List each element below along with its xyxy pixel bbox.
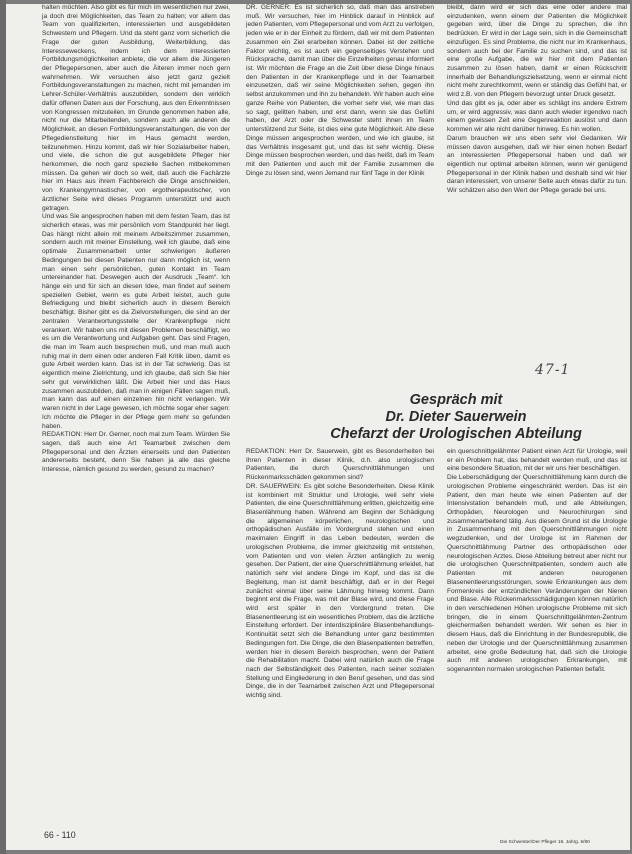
heading-line-3: Chefarzt der Urologischen Abteilung <box>330 426 582 442</box>
journal-footer: Die Schwester/Der Pfleger 19. Jahrg. 6/80 <box>500 840 590 845</box>
heading-line-2: Dr. Dieter Sauerwein <box>385 409 527 425</box>
text-column-5: ein querschnittgelähmter Patient einen Arzt für Urologie, weil er ein Problem hat, das behandelt werden muß, und das ist eine besondere Situation, mit der wir uns hier beschäftigen. Die Leberschädigung der Querschnittlähmung kann durch die urologischen Probleme eingeschränkt werden. Das ist ein Patient, den man heute wie einen Patienten auf der Intensivstation behandeln muß, und alle Abteilungen, Orthopäden, Neurologen und Neurochirurgen sind zusammenarbeitend tätig. Aus diesem Grund ist die Urologie in Zusammenhang mit den Querschnittlähmungen nicht wegzudenken, und der Urologe ist im Rahmen der Querschnittlähmung Partner des orthopädischen oder neurologischen Arztes. Diese Abteilung betreut aber nicht nur die urologischen Querschnittpatienten, sondern auch alle Patienten mit anderen neurogenen Blasenentleerungsstörungen, sowie Erkrankungen aus dem Formenkreis der entzündlichen Veränderungen der Nieren und Blase. Alle Rückenmarksschädigungen können natürlich in den verschiedenen Höhen urologische Probleme mit sich bringen, die in einem Querschnittgelähmten-Zentrum gleichermaßen behandelt werden. Wir sehen es hier in diesem Haus, daß die Einrichtung in der Bundesrepublik, die neben der Urologie und der Querschnittlähmung zusammen arbeitet, eine große Bedeutung hat, daß sich die Urologie auch mit anderen urologischen Erkrankungen, mit sogenannten normalen urologischen Patienten befaßt. <box>447 448 627 673</box>
text-column-4: REDAKTION: Herr Dr. Sauerwein, gibt es Besonderheiten bei Ihren Patienten in dieser Klinik, d.h. also urologischen Patienten, die durch Querschnittlähmungen und Rückenmarksschäden gekommen sind? DR. SAUERWEIN: Es gibt solche Besonderheiten. Diese Klinik ist kombiniert mit Struktur und Urologie, weil sehr viele Patienten, die eine Querschnittlähmung erlitten, gleichzeitig eine Blasenlähmung haben. Während am Beginn der Schädigung die allgemeinen körperlichen, neurologischen und orthopädischen Ausfälle im Vordergrund stehen und einen maximalen Eingriff in das Leben bedeuten, werden die urologischen Probleme, die immer gleichzeitig mit entstehen, vom Patienten und von vielen Ärzten anfänglich zu wenig gesehen. Der Patient, der eine Querschnittlähmung erleidet, hat natürlich sehr viel andere Dinge im Kopf, und das ist die Begleitung, man ist damit beschäftigt, daß er in der Regel zunächst einmal über seine Lähmung hinweg kommt. Dann beginnt erst die Frage, was mit der Blase wird, und diese Frage wird erst später in den Vordergrund treten. Die Blasenentleerung ist ein wesentliches Problem, das die ärztliche Einstellung erfordert. Der interdisziplinäre Blasenbehandlungs-Kontinuität setzt sich die Behandlung unter ganz bestimmten Bedingungen fort. Die Dinge, die den Blasenpatienten betreffen, werden hier in diesem Bereich besprochen, wenn der Patient die Rehabilitation macht. Dabei wird natürlich auch die Frage nach der Selbständigkeit des Patienten, nach seiner sozialen Stellung und Eingliederung in den Beruf gesehen, und das sind Dinge, die in der Teamarbeit zwischen Arzt und Pflegepersonal wichtig sind. <box>246 448 434 700</box>
text-column-2: DR. GERNER: Es ist sicherlich so, daß man das anstreben muß. Wir versuchen, hier im Hinblick darauf in Hinblick auf jeden Patienten, vom Pflegepersonal und vom Arzt zu verfolgen, jeden wie er in der Einheit zu fördern, daß wir mit dem Patienten zusammen ein Ziel erarbeiten können. Dabei ist der zeitliche Faktor wichtig, es ist auch ein gegenseitiges Verstehen und Rücksprache, damit man über die Einzelheiten genau informiert ist. Wir möchten die Frage an die Zeit über diese Dinge hinaus den Patienten in der Krankenpflege und in der Teamarbeit einzusetzen, daß wir seine Möglichkeiten sehen, gegen ihn selbst anzukommen und ihn zu behandeln. Wir haben auch eine ganze Reihe von Patienten, die vorher sehr viel, wie man das so sagt, gelitten haben, und erst dann, wenn sie das Gefühl haben, der Arzt oder die Schwester steht ihnen im Team unterstützend zur Seite, ist dies eine gute Möglichkeit. Alle diese Dinge müssen angesprochen werden, und wie ich glaube, ist das Verhältnis insgesamt gut, und das ist sehr wichtig. Diese Dinge müssen besprochen werden, und das heißt, daß im Team mit den Patienten und auch mit der Familie zusammen die Dinge zu lösen sind, wenn Jemand nur fünf Tage in der Klinik <box>246 4 434 177</box>
article-heading <box>306 392 606 443</box>
text-column-3: bleibt, dann wird er sich das eine oder andere mal einzudenken, wenn einem der Patienten die Möglichkeit gegeben wird, über die Dinge zu sprechen, die ihn bedrücken. Er wird in der Lage sein, sich in die Gemeinschaft einzufügen. Es sind Probleme, die nicht nur im Krankenhaus, sondern auch bei der Familie zu suchen sind, und das ist eine große Aufgabe, die wir hier mit dem Patienten zusammen zu lösen haben, damit er einen Rückschritt innerhalb der Behandlungszielsetzung, wenn er einmal nicht nicht mehr zurechtkommt, wenn er ständig das Gefühl hat, er wird z.B. von den Pflegern bevorzugt unter Druck gesetzt. Und das gibt es ja, oder aber es schlägt ins andere Extrem um, er wird aggressiv, was dann auch wieder irgendwo nach einem gewissen Zeit eine Gegenreaktion auslöst und dann kommen wir alle nicht darüber hinweg. Es hin wollen. Darum brauchen wir uns eben sehr viel Gedanken. Wir müssen davon ausgehen, daß wir hier einen hohen Bedarf an interessierten Pflegepersonal haben und daß wir eigentlich nur optimal arbeiten können, wenn wir genügend Pflegepersonal in der Klinik haben und deshalb sind wir hier daran interessiert, von unserer Seite auch etwas dafür zu tun. Wir schätzen also den Wert der Pflege gerade bei uns. <box>447 4 627 195</box>
heading-line-1: Gespräch mit <box>409 392 503 408</box>
page-number: 66 - 110 <box>44 830 76 840</box>
magazine-page <box>6 4 630 850</box>
handwritten-note: 47-1 <box>535 362 571 378</box>
text-column-1: halten möchten. Also gibt es für mich im wesentlichen nur zwei, ja doch drei Möglichkeiten, das Team zu halten; vor allem das Team von qualifizierten, interessierten und ausgebildeten Schwestern und Pflegern. Und da steht ganz vorn sicherlich die Frage der guten Ausbildung, Weiterbildung, das Interesseweckens, indem ich dem interessierten Fortbildungsmöglichkeiten anbiete, die vor allem die Jüngeren der Pflegepersonen, aber auch die Älteren immer noch gern wahrnehmen. Wir versuchen also jetzt ganz gezielt Fortbildungsveranstaltungen zu machen, nicht mit jemanden im Lehrer-Schüler-Verhältnis auszubilden, sondern den wirklich dafür offenen Daten aus der Forschung, aus den Erkenntnissen von Kongressen mitzuteilen. Im Grunde genommen haben alle, nicht nur die Mitarbeitenden, sondern auch alle anderen die Möglichkeit, an diesen Fortbildungsveranstaltungen, die von der Pflegedienstleitung hier im Haus gemacht werden, teilzunehmen. Hinzu kommt, daß wir hier Sozialarbeiter haben, und viele, die schon die gut ausgebildete Pfleger hier herkommen, die noch ganz spezielle Sachen mitbekommen müssen. Da gehen wir doch so weit, daß auch die Fachärzte hier im Haus aus ihrem Fachbereich die Dinge anschneiden, von Krankengymnastischer, von ergotherapeutischer, von ärztlicher Seite wird dieses Programm unterstützt und auch getragen. Und was Sie angesprochen haben mit dem festen Team, das ist sicherlich etwas, was mir persönlich vom Standpunkt her liegt. Das hängt nicht allein mit meinem Arbeitszimmer zusammen, sondern auch mit meiner Einstellung, weil ich glaube, daß eine optimale Zusammenarbeit unter schwierigen äußeren Bedingungen bei diesen Patienten nur dann möglich ist, wenn man einen sehr persönlichen, guten Kontakt im Team untereinander hat. Deswegen auch der Ausdruck „Team“. Ich hänge ein und für sich an diesen Idee, man findet auf seinem speziellen Gebiet, wenn es gute Arbeit leistet, auch gute Befriedigung und bleibt sicherlich auch in diesem Bereich beschäftigt. Bisher gibt es da Zielvorstellungen, die sind an der zentralen Verantwortungsstelle der Krankenpflege nicht verankert. Wir haben uns mit diesen Problemen beschäftigt, wo es um die Verantwortung und Aufgaben geht. Das sind Fragen, die man im Team auch besprechen muß, und man muß auch ruhig mal in dem einen oder anderen Fall Kritik üben, damit es gute Arbeit werden kann. Das ist in der Tat schwierig. Das ist eigentlich meine Zielrichtung, und ich glaube, daß sich Sie hier sehr gut verwirklichen läßt. Die Arbeit hier und das Haus zusammen auszubilden, daß man in einigen Fällen sagen muß, man kann das auf einen einzelnen hin nicht verlangen. Wir waren nicht in der Lage gewesen, ich möchte sogar eher sagen: Ich möchte die Pfleger in der Pflege gern mehr so gefunden haben. REDAKTION: Herr Dr. Gerner, noch mal zum Team. Würden Sie sagen, daß auch eine Art Teamarbeit zwischen dem Pflegepersonal und den Ärzten einerseits und den Patienten andererseits besteht, denn Sie haben ja alle das gleiche Interesse, nämlich gesund zu werden, gesund zu machen? <box>42 4 230 474</box>
